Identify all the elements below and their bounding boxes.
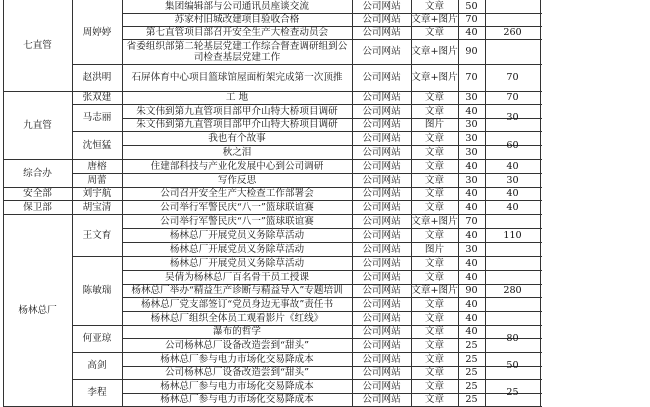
article-title: 公司杨林总厂设备改造尝到“甜头” <box>164 367 310 378</box>
article-title: 吴倩为杨林总厂百名骨干员工授课 <box>165 271 309 283</box>
article-score: 25 <box>465 367 478 378</box>
article-title: 省委组织部第二轮基层党建工作综合督查调研组到公司检查基层党建工作 <box>126 40 348 63</box>
article-type: 文章 <box>424 353 445 365</box>
article-score: 30 <box>465 132 478 144</box>
article-title: 公司召开安全生产大检查工作部署会 <box>160 188 314 199</box>
article-type: 文章+图片 <box>411 285 458 296</box>
article-type: 文章 <box>424 394 445 405</box>
publish-channel: 公司网站 <box>362 188 401 199</box>
article-title: 杨林总厂参与电力市场化交易降成本 <box>160 394 314 405</box>
article-score: 40 <box>465 229 478 241</box>
article-score: 70 <box>465 215 478 227</box>
publish-channel: 公司网站 <box>362 119 401 130</box>
article-title: 杨林总厂举办“精益生产诊断与精益导入”专题培训 <box>131 285 343 296</box>
author-name: 何亚琼 <box>82 333 112 344</box>
author-name: 高剑 <box>87 360 107 371</box>
article-type: 文章 <box>424 312 445 324</box>
author-total: 80 <box>506 333 519 344</box>
publish-channel: 公司网站 <box>362 326 401 337</box>
article-type: 文章 <box>424 257 445 269</box>
publish-channel: 公司网站 <box>362 394 401 405</box>
article-title: 我也有个故事 <box>208 132 266 144</box>
unit-name: 综合办 <box>23 167 52 179</box>
article-title: 集团编辑部与公司通讯员座谈交流 <box>165 1 309 12</box>
author-total: 60 <box>506 139 519 151</box>
article-type: 文章 <box>424 1 445 12</box>
publish-channel: 公司网站 <box>362 160 401 172</box>
article-score: 40 <box>465 312 478 324</box>
article-score: 40 <box>465 201 478 213</box>
article-type: 文章 <box>424 188 445 199</box>
article-type: 图片 <box>424 119 445 130</box>
article-title: 杨林总厂开展党员义务除草活动 <box>169 243 305 255</box>
article-type: 文章+图片 <box>411 72 458 83</box>
column-rule <box>485 0 486 406</box>
author-total: 25 <box>506 387 519 398</box>
article-title: 苏家村旧城改建项目验收合格 <box>174 14 300 25</box>
article-score: 30 <box>465 146 478 158</box>
article-score: 40 <box>465 160 478 172</box>
article-type: 文章 <box>424 92 445 103</box>
publish-channel: 公司网站 <box>362 105 401 117</box>
author-total: 280 <box>503 285 522 296</box>
publish-channel: 公司网站 <box>362 271 401 283</box>
publish-channel: 公司网站 <box>362 229 401 241</box>
author-name: 张双建 <box>82 92 112 103</box>
publish-channel: 公司网站 <box>362 257 401 269</box>
article-type: 文章+图片 <box>411 215 458 227</box>
article-score: 25 <box>465 394 478 405</box>
article-type: 文章 <box>424 339 445 351</box>
publish-channel: 公司网站 <box>362 46 401 57</box>
author-name: 沈恒猛 <box>82 139 112 151</box>
author-name: 赵洪明 <box>82 72 112 83</box>
column-rule <box>540 0 541 406</box>
article-type: 文章 <box>424 367 445 378</box>
column-rule <box>352 0 353 406</box>
author-name: 唐榕 <box>87 160 107 172</box>
article-title: 秋之泪 <box>222 146 252 158</box>
unit-name: 杨林总厂 <box>18 304 57 316</box>
article-score: 70 <box>465 14 478 25</box>
author-name: 刘宇航 <box>82 188 112 199</box>
publish-channel: 公司网站 <box>362 367 401 378</box>
article-type: 文章+图片 <box>411 46 458 57</box>
column-rule <box>3 0 4 406</box>
article-type: 文章 <box>424 298 445 310</box>
column-rule <box>72 0 73 406</box>
article-type: 文章+图片 <box>411 14 458 25</box>
article-type: 文章 <box>424 271 445 283</box>
unit-name: 保卫部 <box>23 201 52 213</box>
publish-channel: 公司网站 <box>362 1 401 12</box>
author-total: 40 <box>506 188 519 199</box>
article-score: 90 <box>465 46 478 57</box>
article-type: 文章 <box>424 326 445 337</box>
publish-channel: 公司网站 <box>362 201 401 213</box>
author-name: 周蕾 <box>87 174 107 186</box>
article-score: 30 <box>465 243 478 255</box>
article-title: 瀑布的哲学 <box>213 326 261 337</box>
publish-channel: 公司网站 <box>362 339 401 351</box>
author-name: 李程 <box>87 387 107 398</box>
author-name: 周婷婷 <box>82 26 112 38</box>
article-type: 文章 <box>424 174 445 186</box>
article-title: 杨林总厂参与电力市场化交易降成本 <box>160 380 314 392</box>
column-rule <box>411 0 412 406</box>
article-score: 30 <box>465 119 478 130</box>
publish-channel: 公司网站 <box>362 298 401 310</box>
article-title: 杨林总厂开展党员义务除草活动 <box>169 229 305 241</box>
article-type: 文章 <box>424 201 445 213</box>
author-total: 40 <box>506 201 519 213</box>
article-score: 25 <box>465 380 478 392</box>
article-type: 图片 <box>424 243 445 255</box>
article-score: 25 <box>465 339 478 351</box>
publish-channel: 公司网站 <box>362 353 401 365</box>
article-title: 石屏体育中心项目篮球馆屋面桁架完成第一次顶推 <box>131 72 343 83</box>
publish-channel: 公司网站 <box>362 72 401 83</box>
article-title: 杨林总厂参与电力市场化交易降成本 <box>160 353 314 365</box>
article-title: 朱文伟到第九直管项目部甲介山特大桥项目调研 <box>136 105 338 117</box>
author-total: 40 <box>506 160 519 172</box>
publish-channel: 公司网站 <box>362 215 401 227</box>
column-rule <box>458 0 459 406</box>
author-name: 陈敏瑞 <box>82 285 112 296</box>
publish-channel: 公司网站 <box>362 92 401 103</box>
author-name: 胡宝清 <box>82 201 112 213</box>
author-total: 50 <box>506 360 519 371</box>
article-score: 40 <box>465 326 478 337</box>
article-score: 70 <box>465 72 478 83</box>
article-score: 40 <box>465 271 478 283</box>
article-title: 住建部科技与产业化发展中心到公司调研 <box>150 160 324 172</box>
article-score: 25 <box>465 353 478 365</box>
author-name: 马志丽 <box>82 112 112 123</box>
author-total: 30 <box>506 174 519 186</box>
article-score: 40 <box>465 188 478 199</box>
unit-name: 七直管 <box>23 40 52 51</box>
article-type: 文章 <box>424 229 445 241</box>
article-title: 工 地 <box>225 92 249 103</box>
article-title: 写作反思 <box>217 174 257 186</box>
publish-channel: 公司网站 <box>362 380 401 392</box>
article-score: 40 <box>465 298 478 310</box>
article-title: 公司举行军警民庆“八一”篮球联谊赛 <box>160 215 314 227</box>
publish-channel: 公司网站 <box>362 312 401 324</box>
article-score: 30 <box>465 174 478 186</box>
publish-channel: 公司网站 <box>362 27 401 38</box>
article-score: 40 <box>465 105 478 117</box>
article-type: 文章 <box>424 105 445 117</box>
column-rule <box>122 0 123 406</box>
article-score: 40 <box>465 257 478 269</box>
publish-channel: 公司网站 <box>362 146 401 158</box>
article-score: 30 <box>465 92 478 103</box>
article-title: 杨林总厂开展党员义务除草活动 <box>169 257 305 269</box>
author-total: 70 <box>506 72 519 83</box>
unit-name: 安全部 <box>23 188 52 199</box>
author-total: 110 <box>503 229 522 241</box>
article-type: 文章 <box>424 132 445 144</box>
unit-name: 九直管 <box>23 119 52 131</box>
publish-channel: 公司网站 <box>362 14 401 25</box>
publish-channel: 公司网站 <box>362 174 401 186</box>
author-name: 王文育 <box>82 229 112 241</box>
article-title: 朱文伟到第九直管项目部甲介山特大桥项目调研 <box>136 119 338 130</box>
article-type: 文章 <box>424 380 445 392</box>
author-total: 70 <box>506 92 519 103</box>
author-total: 30 <box>506 112 519 123</box>
publish-channel: 公司网站 <box>362 285 401 296</box>
article-title: 杨林总厂组织全体员工观看影片《红线》 <box>150 312 324 324</box>
article-title: 第七直管项目部召开安全生产大检查动员会 <box>145 27 329 38</box>
publish-channel: 公司网站 <box>362 243 401 255</box>
publish-channel: 公司网站 <box>362 132 401 144</box>
article-score: 40 <box>465 27 478 38</box>
article-title: 杨林总厂党支部签订“党员身边无事故”责任书 <box>140 298 334 310</box>
article-type: 文章 <box>424 146 445 158</box>
article-score: 50 <box>465 1 478 12</box>
article-type: 文章 <box>424 27 445 38</box>
article-title: 公司举行军警民庆“八一”篮球联谊赛 <box>160 201 314 213</box>
unit-total: 260 <box>503 26 522 38</box>
article-score: 90 <box>465 285 478 296</box>
article-title: 公司杨林总厂设备改造尝到“甜头” <box>164 339 310 351</box>
article-type: 文章 <box>424 160 445 172</box>
